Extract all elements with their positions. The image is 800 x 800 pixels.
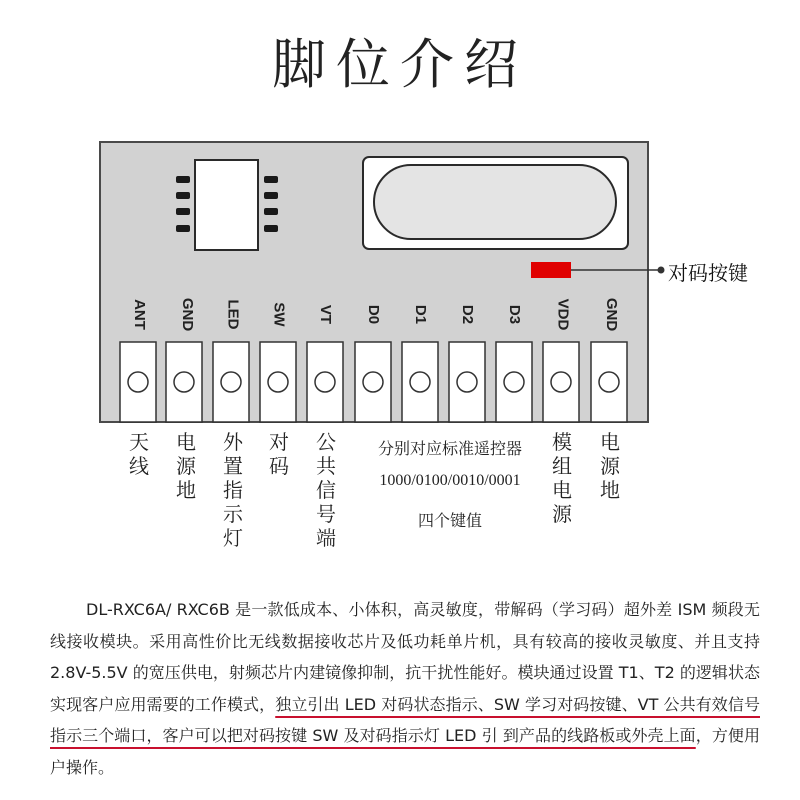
pin-pads (120, 342, 627, 422)
pin-hole (410, 372, 430, 392)
pin-label-ant: ANT (130, 299, 148, 330)
pin-hole (315, 372, 335, 392)
pin-hole (504, 372, 524, 392)
pin-hole (128, 372, 148, 392)
pin-label-gnd: GND (179, 297, 197, 332)
pin-label-led: LED (224, 299, 242, 330)
pin-label-d0: D0 (365, 304, 383, 325)
pin-label-d2: D2 (459, 304, 477, 325)
pin-hole (221, 372, 241, 392)
desc-paragraph-part1: DL-RXC6A/ RXC6B 是一款低成本、小体积，高灵敏度，带解码（学习码）超外差 ISM 频段无线接收模块。采用高性价比无线数据接收芯片及低功耗单片机，具有较高的接收灵敏度、并且支持2.8V-5.5V 的宽压供电，射频芯片内建镜像抑制，抗干扰性能好。模块通过设置 T1、T2 的逻辑状态实现客户应用需要的工作模式， (50, 600, 760, 714)
pair-button-leader-dot (658, 267, 665, 274)
desc-sw: 对码 (269, 430, 289, 478)
desc-ant: 天线 (129, 430, 149, 478)
pin-hole (457, 372, 477, 392)
desc-gnd-2: 电源地 (600, 430, 620, 502)
desc-data-line2: 1000/0100/0010/0001 (379, 472, 521, 489)
crystal-inner (374, 165, 616, 239)
pin-label-vt: VT (317, 304, 335, 325)
pin-label-vdd: VDD (554, 298, 572, 331)
ic-chip (195, 160, 258, 250)
pin-label-d1: D1 (412, 304, 430, 325)
pin-label-sw: SW (270, 302, 288, 327)
page-title: 脚位介绍 (272, 33, 528, 96)
pin-label-d3: D3 (506, 304, 524, 325)
pin-hole (268, 372, 288, 392)
pair-button-red (531, 262, 571, 278)
pin-hole (363, 372, 383, 392)
pin-label-gnd-2: GND (603, 297, 621, 332)
desc-gnd: 电源地 (176, 430, 196, 502)
desc-vdd: 模组电源 (552, 430, 572, 526)
pin-hole (551, 372, 571, 392)
pin-hole (599, 372, 619, 392)
pin-hole (174, 372, 194, 392)
desc-paragraph-underlined: 独立引出 LED 对码状态指示、SW 学习对码按键、VT 公共有效信号指示三个端口，客户可以把对码按键 SW 及对码指示灯 LED 引 到产品的线路板或外壳上面 (50, 694, 760, 745)
pair-button-label: 对码按键 (668, 261, 748, 285)
module-description (50, 594, 760, 783)
desc-data-line3: 四个键值 (417, 511, 482, 530)
desc-led: 外置指示灯 (223, 430, 243, 550)
desc-paragraph-part3: ，方便用户操作。 (50, 726, 760, 777)
desc-vt: 公共信号端 (316, 430, 336, 550)
desc-data-line1: 分别对应标准遥控器 (377, 439, 522, 458)
